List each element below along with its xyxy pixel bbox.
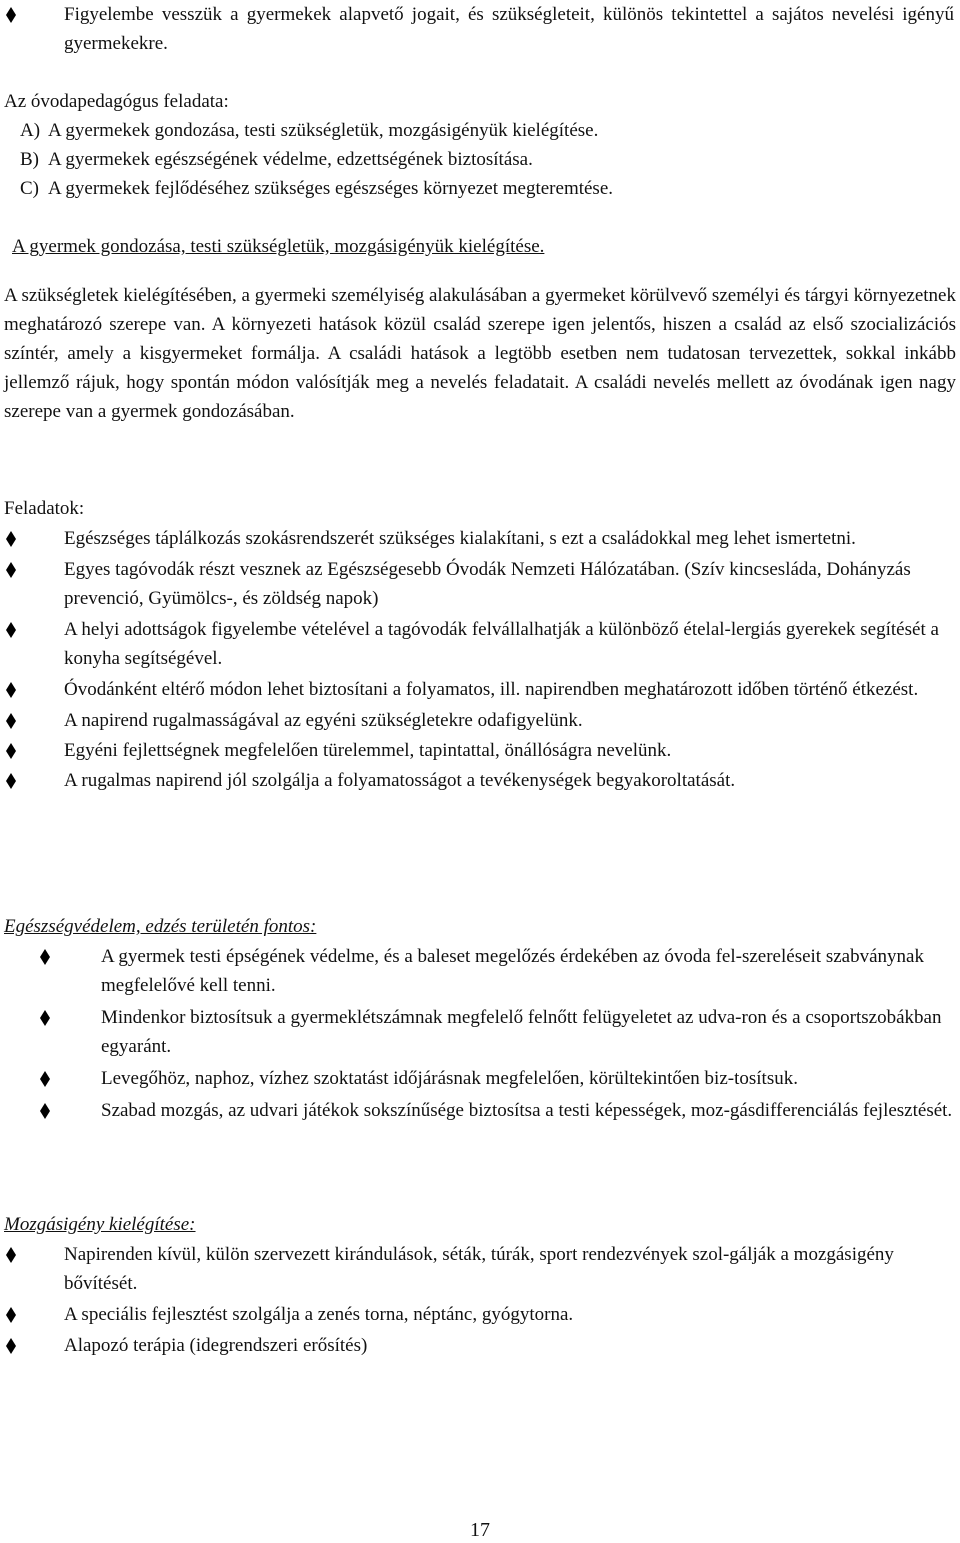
list-item-text: Egyéni fejlettségnek megfelelően türelemmel, tapintattal, önállóságra nevelünk. bbox=[64, 740, 672, 761]
list-item bbox=[4, 615, 956, 673]
list-item-text: A helyi adottságok figyelembe vételével a tagóvodák felvállalhatják a különböző ételal-lergiás gyerekek segítését a konyha segítségével. bbox=[64, 619, 939, 669]
diamond-bullet-icon bbox=[4, 0, 18, 29]
list-item bbox=[4, 706, 956, 735]
list-item-text: A rugalmas napirend jól szolgálja a folyamatosságot a tevékenységek begyakoroltatását. bbox=[64, 770, 736, 791]
diamond-bullet-icon bbox=[4, 615, 18, 644]
list-item-text: Alapozó terápia (idegrendszeri erősítés) bbox=[64, 1335, 368, 1356]
list-item bbox=[4, 1240, 956, 1298]
list-item-text: Szabad mozgás, az udvari játékok sokszínűsége biztosítsa a testi képességek, moz-gásdifferenciálás fejlesztését. bbox=[101, 1100, 953, 1121]
list-item bbox=[4, 555, 956, 613]
task-letter: A) bbox=[20, 120, 41, 141]
section-paragraph: A szükségletek kielégítésében, a gyermeki személyiség alakulásában a gyermeket körülvevő személyi és tárgyi környezetnek meghatározó szerepe van. A környezeti hatások közül család szerepe igen jelentős, hiszen a család az első szocializációs színtér, amely a kisgyermeket formálja. A családi hatások a legtöbb esetben nem tudatosan tervezettek, sokkal inkább jellemző rájuk, hogy spontán módon valósítják meg a nevelés feladatait. A családi nevelés mellett az óvodának igen nagy szerepe van a gyermek gondozásában. bbox=[4, 285, 956, 422]
diamond-bullet-icon bbox=[4, 1331, 18, 1360]
list-item-text: A speciális fejlesztést szolgálja a zenés torna, néptánc, gyógytorna. bbox=[64, 1304, 574, 1325]
list-item bbox=[4, 1300, 956, 1329]
diamond-bullet-icon bbox=[4, 736, 18, 765]
feladatok-block bbox=[4, 494, 956, 795]
list-item bbox=[4, 766, 956, 795]
feladatok-list bbox=[4, 524, 956, 795]
list-item-text: Napirenden kívül, külön szervezett kirándulások, séták, túrák, sport rendezvények szol-gálják a mozgásigény bővítését. bbox=[64, 1244, 894, 1294]
egeszseg-heading bbox=[4, 912, 956, 941]
list-item bbox=[4, 942, 956, 1000]
list-item bbox=[0, 0, 954, 58]
mozgas-heading-text: Mozgásigény kielégítése: bbox=[4, 1214, 196, 1235]
list-item-text: Egészséges táplálkozás szokásrendszerét szükséges kialakítani, s ezt a családokkal meg lehet ismertetni. bbox=[64, 528, 856, 549]
list-item bbox=[4, 1096, 956, 1125]
task-letter: B) bbox=[20, 149, 39, 170]
mozgas-heading bbox=[4, 1210, 956, 1239]
list-item bbox=[4, 524, 956, 553]
diamond-bullet-icon bbox=[4, 1240, 18, 1269]
tasks-intro-heading: Az óvodapedagógus feladata: bbox=[4, 91, 229, 112]
list-item-text: A gyermek testi épségének védelme, és a baleset megelőzés érdekében az óvoda fel-szereléseit szabványnak megfelelővé kell tenni. bbox=[101, 946, 924, 996]
task-text: A gyermekek fejlődéséhez szükséges egészséges környezet megteremtése. bbox=[48, 178, 614, 199]
list-item-text: Mindenkor biztosítsuk a gyermeklétszámnak megfelelő felnőtt felügyeletet az udva-ron és a csoportszobákban egyaránt. bbox=[101, 1007, 942, 1057]
diamond-bullet-icon bbox=[38, 1064, 52, 1093]
egeszseg-block bbox=[4, 912, 956, 1125]
list-item-text: Egyes tagóvodák részt vesznek az Egészségesebb Óvodák Nemzeti Hálózatában. (Szív kincsesláda, Dohányzás prevenció, Gyümölcs-, és zöldség napok) bbox=[64, 559, 911, 609]
mozgas-list bbox=[4, 1240, 956, 1360]
diamond-bullet-icon bbox=[4, 766, 18, 795]
tasks-intro-block bbox=[4, 87, 954, 203]
diamond-bullet-icon bbox=[4, 524, 18, 553]
egeszseg-heading-text: Egészségvédelem, edzés területén fontos: bbox=[4, 916, 317, 937]
list-item bbox=[4, 1064, 956, 1093]
task-letter: C) bbox=[20, 178, 39, 199]
page-number: 17 bbox=[470, 1519, 490, 1541]
diamond-bullet-icon bbox=[38, 942, 52, 971]
list-item bbox=[4, 675, 956, 704]
egeszseg-list bbox=[4, 942, 956, 1125]
list-item-text: A napirend rugalmasságával az egyéni szükségletekre odafigyelünk. bbox=[64, 710, 583, 731]
task-item-b bbox=[4, 145, 954, 174]
diamond-bullet-icon bbox=[38, 1096, 52, 1125]
feladatok-heading: Feladatok: bbox=[4, 498, 85, 519]
top-bullet-block bbox=[0, 0, 954, 58]
diamond-bullet-icon bbox=[4, 706, 18, 735]
task-text: A gyermekek egészségének védelme, edzettségének biztosítása. bbox=[48, 149, 533, 170]
section-heading: A gyermek gondozása, testi szükségletük, mozgásigényük kielégítése. bbox=[12, 236, 545, 257]
task-item-c bbox=[4, 174, 954, 203]
list-item-text: Figyelembe vesszük a gyermekek alapvető jogait, és szükségleteit, különös tekintettel a sajátos nevelési igényű gyermekekre. bbox=[64, 4, 954, 54]
list-item-text: Óvodánként eltérő módon lehet biztosítani a folyamatos, ill. napirendben meghatározott időben történő étkezést. bbox=[64, 679, 919, 700]
task-text: A gyermekek gondozása, testi szükségletük, mozgásigényük kielégítése. bbox=[48, 120, 599, 141]
list-item-text: Levegőhöz, naphoz, vízhez szoktatást időjárásnak megfelelően, körültekintően biz-tosítsuk. bbox=[101, 1068, 798, 1089]
task-item-a bbox=[4, 116, 954, 145]
section-a-block bbox=[4, 232, 956, 426]
diamond-bullet-icon bbox=[4, 1300, 18, 1329]
list-item bbox=[4, 736, 956, 765]
list-item bbox=[4, 1331, 956, 1360]
mozgas-block bbox=[4, 1210, 956, 1360]
diamond-bullet-icon bbox=[38, 1003, 52, 1032]
diamond-bullet-icon bbox=[4, 675, 18, 704]
list-item bbox=[4, 1003, 956, 1061]
diamond-bullet-icon bbox=[4, 555, 18, 584]
